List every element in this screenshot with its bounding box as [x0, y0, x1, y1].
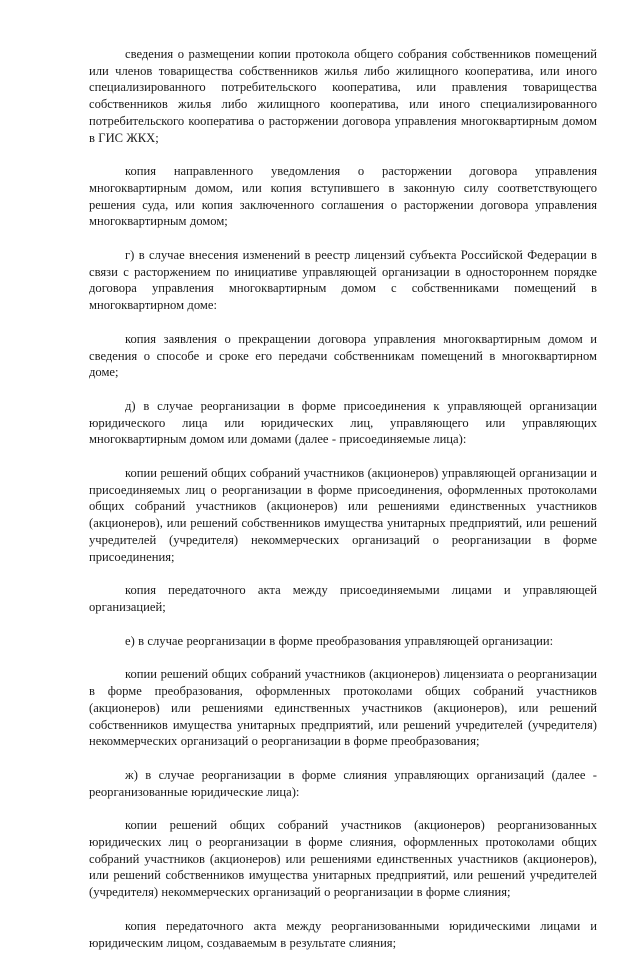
paragraph-fusion-decisions-copies: копии решений общих собраний участников (акционеров) реорганизованных юридических лиц о реорганизации в форме слияния, оформленных протоколами общих собраний участников (акционеров) или решениями единственных участников (акционеров), или решений собственников имущества унитарных предприятий, или решений учредителей (учредителя) некоммерческих организаций о реорганизации в форме слияния;	[89, 818, 597, 900]
paragraph-gis-zhkh-info: сведения о размещении копии протокола общего собрания собственников помещений или членов товарищества собственников жилья либо жилищного кооператива, или иного специализированного потребительского кооператива, или правления товарищества собственников жилья либо жилищного кооператива, или иного специализированного потребительского кооператива о расторжении договора управления многоквартирным домом в ГИС ЖКХ;	[89, 47, 597, 145]
paragraph-item-d: д) в случае реорганизации в форме присоединения к управляющей организации юридического лица или юридических лиц, управляющего или управляющих многоквартирным домом или домами (далее - присоединяемые лица):	[89, 398, 597, 447]
paragraph-termination-statement-copy: копия заявления о прекращении договора управления многоквартирным домом и сведения о способе и сроке его передачи собственникам помещений в многоквартирном доме;	[89, 331, 597, 380]
paragraph-merger-decisions-copies: копии решений общих собраний участников (акционеров) управляющей организации и присоединяемых лиц о реорганизации в форме присоединения, оформленных протоколами общих собраний участников (акционеров) или решениями единственных участников (акционеров), или решений собственников имущества унитарных предприятий, или решений учредителей (учредителя) некоммерческих организаций о реорганизации в форме присоединения;	[89, 466, 597, 564]
paragraph-termination-notice-copy: копия направленного уведомления о расторжении договора управления многоквартирным домом, или копия вступившего в законную силу соответствующего решения суда, или копия заключенного соглашения о расторжении договора управления многоквартирным домом;	[89, 164, 597, 229]
paragraph-item-zh: ж) в случае реорганизации в форме слияния управляющих организаций (далее - реорганизованные юридические лица):	[89, 767, 597, 799]
paragraph-fusion-transfer-act: копия передаточного акта между реорганизованными юридическими лицами и юридическим лицом, создаваемым в результате слияния;	[89, 918, 597, 950]
paragraph-item-e: е) в случае реорганизации в форме преобразования управляющей организации:	[125, 633, 554, 648]
paragraph-item-g: г) в случае внесения изменений в реестр лицензий субъекта Российской Федерации в связи с расторжением по инициативе управляющей организации в одностороннем порядке договора управления многоквартирным домом с собственниками помещений в многоквартирном доме:	[89, 248, 597, 313]
paragraph-merger-transfer-act: копия передаточного акта между присоединяемыми лицами и управляющей организацией;	[89, 583, 597, 614]
paragraph-transformation-decisions-copies: копии решений общих собраний участников (акционеров) лицензиата о реорганизации в форме преобразования, оформленных протоколами общих собраний участников (акционеров) или решениями единственных участников (акционеров), или решений собственников имущества унитарных предприятий, или решений учредителей (учредителя) некоммерческих организаций о реорганизации в форме преобразования;	[89, 667, 597, 749]
document-page	[89, 46, 597, 968]
